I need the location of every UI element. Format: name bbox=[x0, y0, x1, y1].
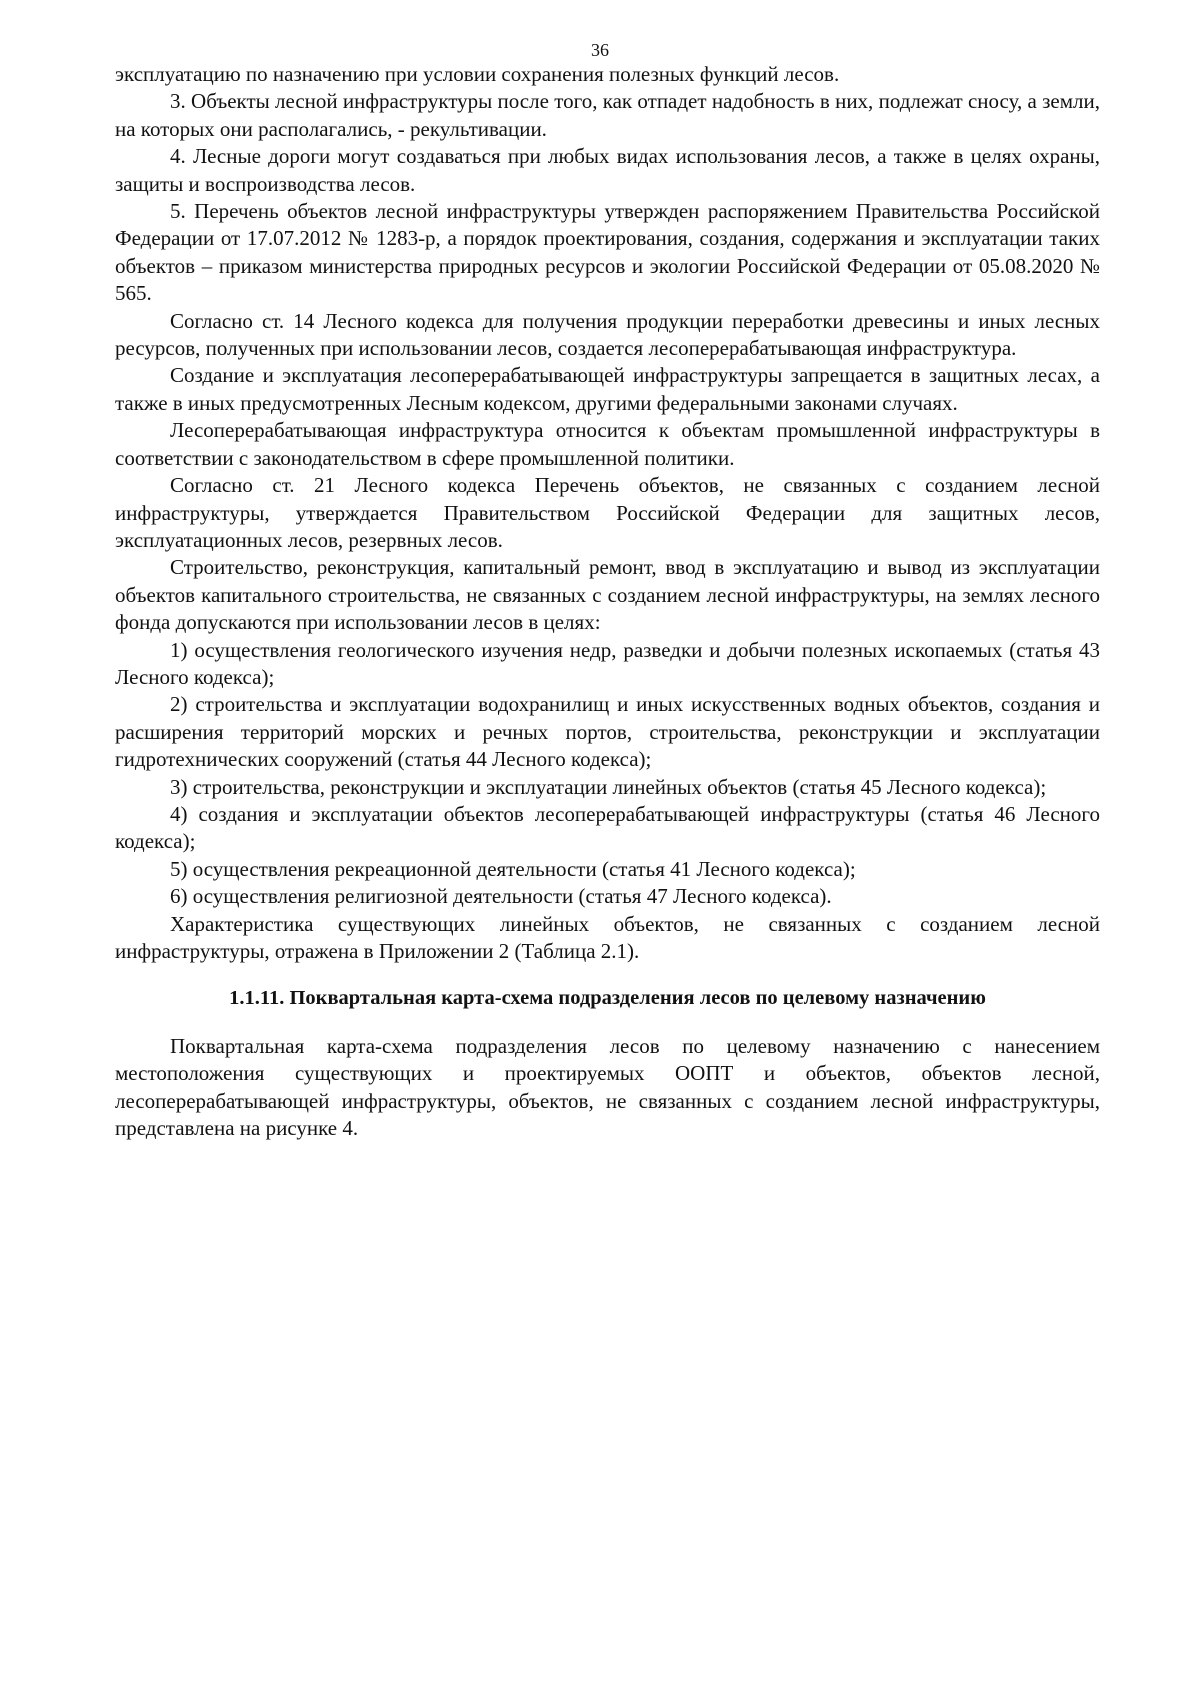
list-item: 4) создания и эксплуатации объектов лесоперерабатывающей инфраструктуры (статья 46 Лесного кодекса); bbox=[115, 801, 1100, 854]
list-item: 5) осуществления рекреационной деятельности (статья 41 Лесного кодекса); bbox=[170, 856, 856, 881]
paragraph: Согласно ст. 14 Лесного кодекса для получения продукции переработки древесины и иных лесных ресурсов, полученных при использовании лесов, создается лесоперерабатывающая инфраструктура. bbox=[115, 308, 1100, 361]
list-item: 6) осуществления религиозной деятельности (статья 47 Лесного кодекса). bbox=[170, 884, 832, 909]
paragraph: Лесоперерабатывающая инфраструктура относится к объектам промышленной инфраструктуры в соответствии с законодательством в сфере промышленной политики. bbox=[115, 418, 1100, 470]
page-number: 36 bbox=[591, 40, 609, 60]
document-body bbox=[115, 61, 1100, 1142]
paragraph: Поквартальная карта-схема подразделения лесов по целевому назначению с нанесением местоположения существующих и проектируемых ООПТ и объектов, объектов лесной, лесоперерабатывающей инфраструктуры, объектов, не связанных с созданием лесной инфраструктуры, представлена на рисунке 4. bbox=[115, 1033, 1100, 1141]
paragraph: 3. Объекты лесной инфраструктуры после того, как отпадет надобность в них, подлежат сносу, а земли, на которых они располагались, - рекультивации. bbox=[115, 89, 1100, 141]
section-heading: 1.1.11. Поквартальная карта-схема подразделения лесов по целевому назначению bbox=[229, 987, 986, 1010]
paragraph: Характеристика существующих линейных объектов, не связанных с созданием лесной инфраструктуры, отражена в Приложении 2 (Таблица 2.1). bbox=[115, 911, 1100, 963]
paragraph: Создание и эксплуатация лесоперерабатывающей инфраструктуры запрещается в защитных лесах, а также в иных предусмотренных Лесным кодексом, другими федеральными законами случаях. bbox=[115, 363, 1100, 415]
paragraph: Строительство, реконструкция, капитальный ремонт, ввод в эксплуатацию и вывод из эксплуатации объектов капитального строительства, не связанных с созданием лесной инфраструктуры, на землях лесного фонда допускаются при использовании лесов в целях: bbox=[115, 555, 1100, 635]
list-item: 1) осуществления геологического изучения недр, разведки и добычи полезных ископаемых (статья 43 Лесного кодекса); bbox=[115, 637, 1100, 689]
paragraph: Согласно ст. 21 Лесного кодекса Перечень объектов, не связанных с созданием лесной инфраструктуры, утверждается Правительством Российской Федерации для защитных лесов, эксплуатационных лесов, резервных лесов. bbox=[115, 473, 1100, 552]
list-item: 3) строительства, реконструкции и эксплуатации линейных объектов (статья 45 Лесного кодекса); bbox=[170, 774, 1047, 799]
list-item: 2) строительства и эксплуатации водохранилищ и иных искусственных водных объектов, создания и расширения территорий морских и речных портов, строительства, реконструкции и эксплуатации гидротехнических сооружений (статья 44 Лесного кодекса); bbox=[115, 692, 1100, 772]
paragraph: 5. Перечень объектов лесной инфраструктуры утвержден распоряжением Правительства Российской Федерации от 17.07.2012 № 1283-р, а порядок проектирования, создания, содержания и эксплуатации таких объектов – приказом министерства природных ресурсов и экологии Российской Федерации от 05.08.2020 № 565. bbox=[115, 199, 1100, 306]
paragraph: эксплуатацию по назначению при условии сохранения полезных функций лесов. bbox=[115, 62, 840, 86]
paragraph: 4. Лесные дороги могут создаваться при любых видах использования лесов, а также в целях охраны, защиты и воспроизводства лесов. bbox=[115, 144, 1100, 196]
